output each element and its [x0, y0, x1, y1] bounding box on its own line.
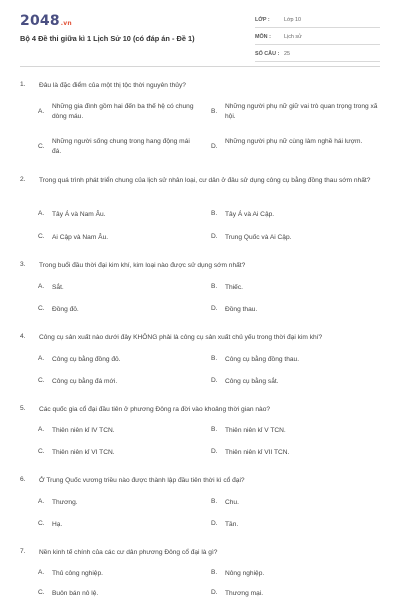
option-text: Chu. — [225, 499, 239, 506]
option-letter: C. — [38, 520, 45, 527]
meta-value: Lớp 10 — [284, 17, 302, 23]
option-letter: B. — [211, 426, 218, 433]
option-text: Những người phụ nữ cùng làm nghề hái lượm. — [225, 138, 363, 145]
option-text: Thương mại. — [225, 590, 264, 597]
question-text: Các quốc gia cổ đại đầu tiên ở phương Đông ra đời vào khoảng thời gian nào? — [39, 406, 271, 413]
option-letter: B. — [211, 569, 218, 576]
question-text: Trong quá trình phát triển chung của lịch sử nhân loại, cư dân ở đâu sử dụng công cụ bằng đồng thau sớm nhất? — [39, 177, 371, 184]
option-letter: B. — [211, 355, 218, 362]
option-letter: A. — [38, 108, 45, 115]
option-text: Thiếc. — [225, 284, 243, 291]
option-text: Những gia đình gồm hai đến ba thế hệ có chung dòng máu. — [52, 103, 194, 120]
question-text: Công cụ sản xuất nào dưới đây KHÔNG phải là công cụ sản xuất chủ yếu trong thời đại kim khí? — [39, 334, 323, 341]
question-text: Đâu là đặc điểm của một thị tộc thời nguyên thủy? — [39, 82, 186, 89]
option-letter: B. — [211, 210, 218, 217]
option-letter: C. — [38, 377, 45, 384]
option-text: Thương. — [52, 499, 78, 506]
option-text: Tần. — [225, 521, 239, 528]
option-text: Đồng đỏ. — [52, 306, 79, 313]
option-text: Thiên niên kỉ V TCN. — [225, 427, 286, 434]
option-letter: D. — [211, 589, 218, 596]
option-letter: B. — [211, 498, 218, 505]
option-letter: C. — [38, 143, 45, 150]
option-letter: D. — [211, 448, 218, 455]
document-title: Bộ 4 Đề thi giữa kì 1 Lịch Sử 10 (có đáp án - Đề 1) — [20, 34, 195, 43]
option-text: Công cụ bằng đồng thau. — [225, 356, 300, 363]
option-letter: C. — [38, 589, 45, 596]
option-letter: C. — [38, 233, 45, 240]
option-text: Thiên niên kỉ IV TCN. — [52, 427, 115, 434]
logo-suffix: .vn — [60, 20, 72, 27]
question-number: 3. — [20, 261, 26, 268]
option-text: Thủ công nghiệp. — [52, 570, 103, 577]
page-header — [0, 0, 400, 66]
option-text: Nông nghiệp. — [225, 570, 265, 577]
question-number: 6. — [20, 476, 26, 483]
option-text: Tây Á và Ai Cập. — [225, 211, 275, 218]
option-text: Công cụ bằng đá mới. — [52, 378, 118, 385]
meta-label: LỚP : — [255, 17, 270, 23]
meta-info — [255, 14, 380, 65]
option-text: Hạ. — [52, 521, 63, 528]
option-letter: A. — [38, 283, 45, 290]
option-text: Những người sống chung trong hang động mái đá. — [52, 138, 190, 155]
option-letter: C. — [38, 305, 45, 312]
option-letter: A. — [38, 210, 45, 217]
meta-row-class — [255, 14, 380, 28]
question-number: 1. — [20, 81, 26, 88]
site-logo[interactable]: 2048.vn — [20, 13, 72, 29]
option-letter: A. — [38, 569, 45, 576]
option-letter: D. — [211, 305, 218, 312]
option-text: Thiên niên kỉ VI TCN. — [52, 449, 115, 456]
meta-value: 25 — [284, 51, 290, 57]
meta-row-count — [255, 48, 380, 62]
meta-value: Lịch sử — [284, 34, 302, 40]
option-text: Tây Á và Nam Âu. — [52, 211, 106, 218]
option-text: Buôn bán nô lệ. — [52, 590, 99, 597]
option-text: Công cụ bằng sắt. — [225, 378, 279, 385]
question-number: 7. — [20, 548, 26, 555]
option-letter: D. — [211, 233, 218, 240]
question-number: 5. — [20, 405, 26, 412]
meta-label: MÔN : — [255, 34, 271, 40]
option-text: Thiên niên kỉ VII TCN. — [225, 449, 290, 456]
option-letter: A. — [38, 498, 45, 505]
option-text: Công cụ bằng đồng đỏ. — [52, 356, 121, 363]
option-text: Ai Cập và Nam Âu. — [52, 234, 109, 241]
option-text: Đồng thau. — [225, 306, 258, 313]
option-letter: B. — [211, 108, 218, 115]
option-letter: B. — [211, 283, 218, 290]
meta-row-subject — [255, 31, 380, 45]
meta-label: SỐ CÂU : — [255, 51, 280, 57]
option-letter: D. — [211, 520, 218, 527]
option-letter: A. — [38, 426, 45, 433]
header-divider — [20, 66, 380, 67]
question-number: 4. — [20, 333, 26, 340]
option-text: Những người phụ nữ giữ vai trò quan trọng trong xã hội. — [225, 103, 378, 120]
option-letter: C. — [38, 448, 45, 455]
option-text: Trung Quốc và Ai Cập. — [225, 234, 292, 241]
option-letter: D. — [211, 143, 218, 150]
question-text: Ở Trung Quốc vương triều nào được thành lập đầu tiên thời kì cổ đại? — [39, 477, 245, 484]
question-text: Trong buổi đầu thời đại kim khí, kim loại nào được sử dụng sớm nhất? — [39, 262, 246, 269]
option-text: Sắt. — [52, 284, 64, 291]
question-text: Nền kinh tế chính của các cư dân phương Đông cổ đại là gì? — [39, 549, 218, 556]
option-letter: D. — [211, 377, 218, 384]
question-number: 2. — [20, 176, 26, 183]
option-letter: A. — [38, 355, 45, 362]
